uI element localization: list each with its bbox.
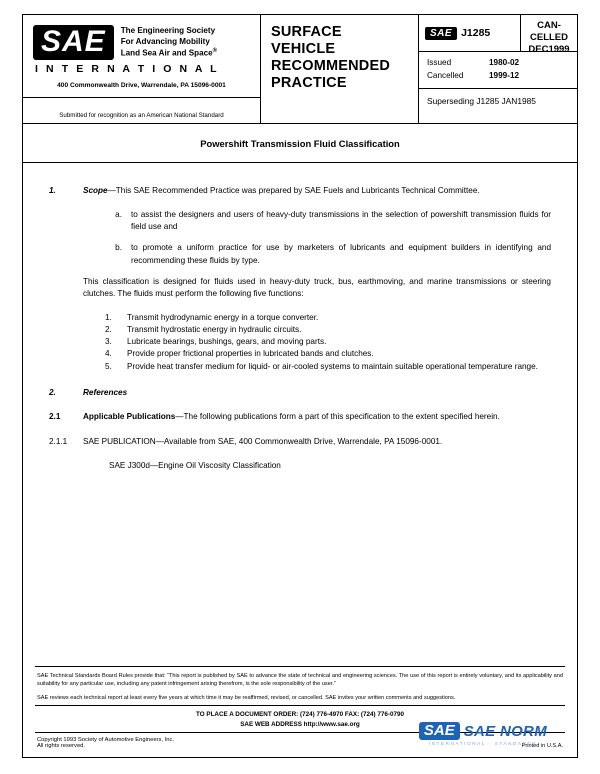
watermark-wordmark: SAE NORM [463,722,547,740]
sae-address: 400 Commonwealth Drive, Warrendale, PA 15096-0001 [57,81,226,89]
submitted-note-wrap [23,97,260,123]
scope-item-b-marker: b. [115,243,122,253]
section-applicable-publications [49,411,551,423]
status-line-1: CAN- [537,20,561,31]
footer-divider-top [35,666,565,667]
sae-publication-number: 2.1.1 [49,436,68,446]
applicable-keyword: Applicable Publications [83,412,176,422]
status-badge [521,15,577,55]
j300-reference: SAE J300d—Engine Oil Viscosity Classification [109,460,281,470]
watermark-badge [419,722,547,740]
sae-mini-logo: SAE [425,27,457,40]
doc-number: J1285 [461,27,491,39]
section-scope [49,185,551,197]
sae-tagline [121,25,217,59]
sae-tagline-line-1: The Engineering Society [120,26,216,36]
functions-list [49,312,551,373]
function-item-1 [105,312,551,324]
doc-type-line-4: PRACTICE [271,75,347,92]
sae-logo-row [23,15,260,62]
status-line-3: DEC1999 [528,43,570,55]
document-body [23,163,577,473]
function-item-4 [105,348,551,360]
doc-type-line-2: VEHICLE [271,41,336,58]
section-sae-publication [49,436,551,448]
cancelled-row [427,70,571,83]
scope-item-a-text: to assist the designers and users of heavy-duty transmissions in the selection of powershift transmission fluids for field use and [131,209,551,232]
function-item-1-marker: 1. [105,312,112,322]
watermark-subtitle: INTERNATIONAL · STANDARDS [428,741,538,747]
scope-item-a-marker: a. [115,209,122,219]
international-label: I N T E R N A T I O N A L [35,62,220,75]
function-item-2-marker: 2. [105,324,112,334]
footer-copyright: Copyright 1993 Society of Automotive Engineers, Inc. [37,737,174,743]
footer-copyright-block [37,737,174,749]
cancelled-label: Cancelled [427,70,464,80]
section-references-number: 2. [49,388,56,398]
section-scope-number: 1. [49,185,56,195]
watermark [419,722,547,747]
superseding-note: Superseding J1285 JAN1985 [427,96,536,107]
submitted-note: Submitted for recognition as an American National Standard [23,97,260,123]
status-line-2: CELLED [530,31,568,43]
scope-body: —This SAE Recommended Practice was prepared by SAE Fuels and Lubricants Technical Committee. [107,185,480,195]
issued-value: 1980-02 [489,58,520,67]
function-item-1-text: Transmit hydrodynamic energy in a torque converter. [127,312,319,322]
document-meta-block [419,15,577,123]
section-references [49,387,551,399]
classification-paragraph-wrap [49,276,551,301]
scope-item-a [105,209,551,234]
sae-tagline-line-2: For Advancing Mobility [120,37,210,47]
footer-note-review: SAE reviews each technical report at least every five years at which time it may be reaffirmed, revised, or cancelled. SAE invites your written comments and suggestions. [35,688,565,706]
function-item-2-text: Transmit hydrostatic energy in hydraulic circuits. [127,324,302,334]
function-item-2 [105,324,551,336]
scope-items [49,209,551,267]
applicable-body: —The following publications form a part of this specification to the extent specified herein. [175,412,500,422]
doc-dates [419,52,577,89]
footer-web-line[interactable]: SAE WEB ADDRESS http://www.sae.org [240,720,360,728]
sae-publication-text: SAE PUBLICATION—Available from SAE, 400 Commonwealth Drive, Warrendale, PA 15096-0001. [83,436,443,446]
issued-row [427,57,571,70]
scope-item-b [105,242,551,267]
document-header [23,15,577,123]
document-sheet [22,14,578,758]
doc-number-cell [419,15,521,51]
doc-type-line-3: RECOMMENDED [271,58,391,75]
function-item-3-text: Lubricate bearings, bushings, gears, and moving parts. [127,337,327,347]
document-type-block [261,15,419,123]
page-title: Powershift Transmission Fluid Classification [23,123,577,163]
watermark-sae-logo: SAE [419,722,460,740]
registered-mark-icon: ® [212,48,218,55]
footer-rights: All rights reserved. [37,743,86,749]
classification-paragraph: This classification is designed for fluids used in heavy-duty truck, bus, earthmoving, and marine transmissions or steering clutches. The fluids must perform the following five functions: [83,276,551,299]
function-item-5-marker: 5. [105,361,112,371]
sae-tagline-line-3: Land Sea Air and Space® [120,48,218,59]
footer-note-rules: SAE Technical Standards Board Rules provide that: “This report is published by SAE to advance the state of technical and engineering sciences. The use of this report is entirely voluntary, and its applicability and suitability for any particular use, including any patent infringement arising therefrom, is the sole responsibility of the user.” [37,672,563,688]
cancelled-value: 1999-12 [489,70,520,80]
sae-logo: SAE [33,25,114,60]
doc-type-line-1: SURFACE [271,24,342,40]
footer-order-line: TO PLACE A DOCUMENT ORDER: (724) 776-4970 FAX: (724) 776-0790 [196,711,404,719]
scope-keyword: Scope [83,185,108,195]
function-item-5-text: Provide heat transfer medium for liquid- or air-cooled systems to maintain suitable operational temperature range. [127,361,538,371]
function-item-5 [105,361,551,373]
header-logo-block [23,15,261,123]
issued-label: Issued [427,58,452,67]
function-item-3 [105,336,551,348]
section-scope-text [83,185,551,197]
function-item-4-text: Provide proper frictional properties in lubricated bands and clutches. [127,349,374,359]
applicable-text [83,411,551,423]
applicable-number: 2.1 [49,412,61,422]
doc-number-row [419,15,577,55]
scope-item-b-text: to promote a uniform practice for use by marketers of lubricants and equipment builders in identifying and recommending these fluids by type. [131,243,551,265]
function-item-4-marker: 4. [105,349,112,359]
footer-printed: Printed in U.S.A. [521,743,563,749]
function-item-3-marker: 3. [105,337,112,347]
section-references-title: References [83,388,128,398]
